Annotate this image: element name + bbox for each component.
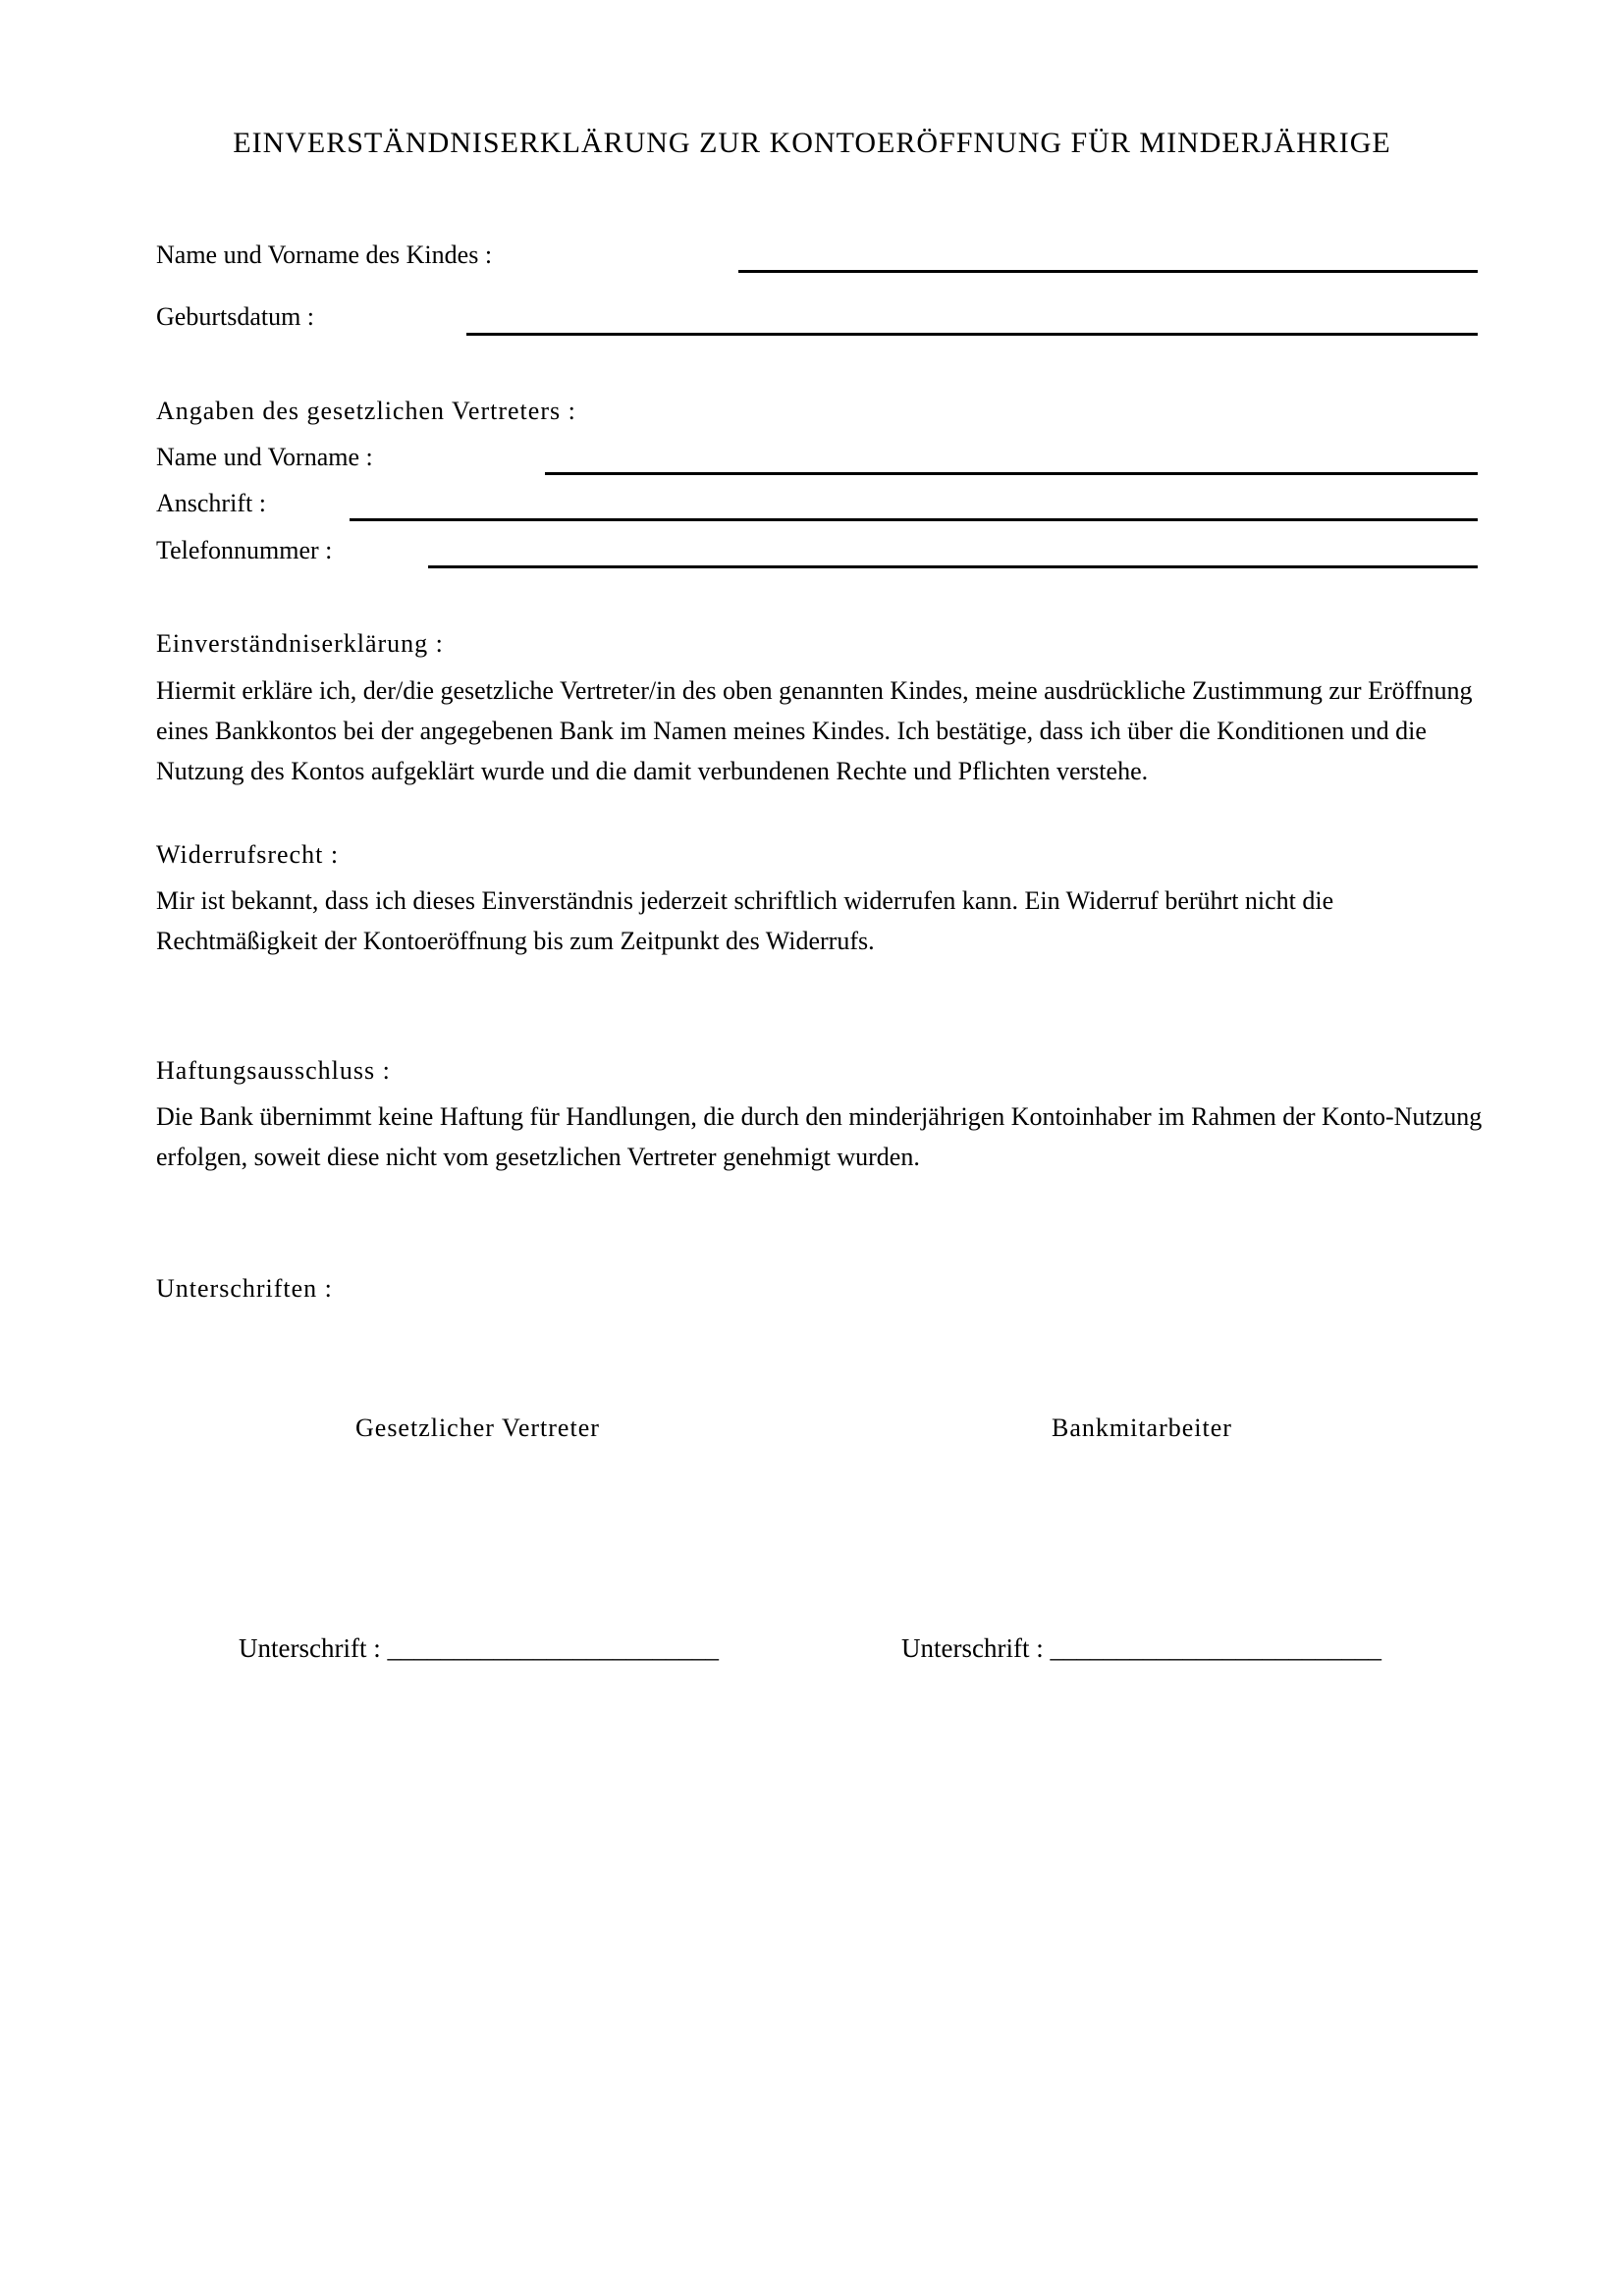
guardian-name-label: Name und Vorname : <box>156 443 373 471</box>
withdrawal-text: Mir ist bekannt, dass ich dieses Einverständnis jederzeit schriftlich widerrufen kann. Ein Widerruf berührt nicht die Rechtmäßigkeit der Kontoeröffnung bis zum Zeitpunkt des Widerrufs. <box>156 886 1334 955</box>
address-field[interactable] <box>350 518 1478 521</box>
liability-text: Die Bank übernimmt keine Haftung für Handlungen, die durch den minderjährigen Kontoinhaber im Rahmen der Konto-Nutzung erfolgen, soweit diese nicht vom gesetzlichen Vertreter genehmigt wurden. <box>156 1102 1483 1171</box>
consent-text: Hiermit erkläre ich, der/die gesetzliche Vertreter/in des oben genannten Kindes, meine ausdrückliche Zustimmung zur Eröffnung eines Bankkontos bei der angegebenen Bank im Namen meines Kindes. Ich bestätige, dass ich über die Konditionen und die Nutzung des Kontos aufgeklärt wurde und die damit verbundenen Rechte und Pflichten verstehe. <box>156 676 1473 785</box>
birthdate-field[interactable] <box>466 333 1478 336</box>
bank-signature-label: Bankmitarbeiter <box>1052 1414 1232 1442</box>
guardian-heading: Angaben des gesetzlichen Vertreters : <box>156 397 576 425</box>
phone-field[interactable] <box>428 565 1478 568</box>
bank-signature-line[interactable]: Unterschrift : _________________________ <box>901 1633 1381 1663</box>
child-name-field[interactable] <box>738 270 1478 273</box>
phone-label: Telefonnummer : <box>156 536 333 564</box>
guardian-signature-line[interactable]: Unterschrift : _________________________ <box>239 1633 719 1663</box>
address-label: Anschrift : <box>156 489 266 517</box>
liability-heading: Haftungsausschluss : <box>156 1056 391 1085</box>
document-title: EINVERSTÄNDNISERKLÄRUNG ZUR KONTOERÖFFNUNG FÜR MINDERJÄHRIGE <box>233 127 1391 159</box>
birthdate-label: Geburtsdatum : <box>156 302 315 331</box>
signatures-heading: Unterschriften : <box>156 1274 333 1303</box>
withdrawal-heading: Widerrufsrecht : <box>156 840 340 869</box>
consent-heading: Einverständniserklärung : <box>156 629 444 658</box>
guardian-name-field[interactable] <box>545 472 1478 475</box>
guardian-signature-label: Gesetzlicher Vertreter <box>355 1414 600 1442</box>
child-name-label: Name und Vorname des Kindes : <box>156 240 493 269</box>
